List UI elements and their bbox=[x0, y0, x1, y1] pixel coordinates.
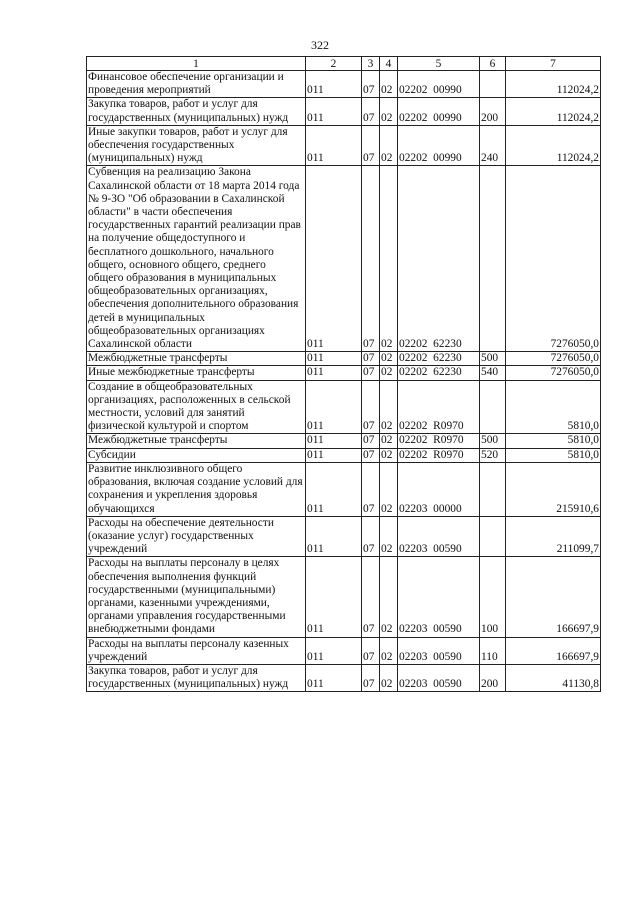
row-expense-type-code: 240 bbox=[480, 125, 506, 166]
row-section-code: 07 bbox=[362, 352, 380, 366]
row-expense-type-code: 540 bbox=[480, 366, 506, 380]
row-subsection-code: 02 bbox=[380, 166, 398, 352]
header-col-7: 7 bbox=[506, 57, 601, 71]
row-target-article-code: 02202 00990 bbox=[398, 71, 480, 98]
row-section-code: 07 bbox=[362, 516, 380, 557]
row-subsection-code: 02 bbox=[380, 462, 398, 516]
row-name-cell: Межбюджетные трансферты bbox=[87, 434, 306, 448]
row-admin-code: 011 bbox=[306, 380, 362, 434]
row-name-cell: Создание в общеобразовательных организациях, расположенных в сельской местности, условий для занятий физической культурой и спортом bbox=[87, 380, 306, 434]
row-admin-code: 011 bbox=[306, 664, 362, 691]
table-row bbox=[87, 98, 601, 125]
row-amount: 5810,0 bbox=[506, 434, 601, 448]
row-amount: 7276050,0 bbox=[506, 366, 601, 380]
table-row bbox=[87, 664, 601, 691]
table-row bbox=[87, 380, 601, 434]
header-row bbox=[87, 57, 601, 71]
row-subsection-code: 02 bbox=[380, 664, 398, 691]
row-expense-type-code: 500 bbox=[480, 352, 506, 366]
row-expense-type-code: 200 bbox=[480, 664, 506, 691]
row-target-article-code: 02202 R0970 bbox=[398, 448, 480, 462]
row-subsection-code: 02 bbox=[380, 637, 398, 664]
row-admin-code: 011 bbox=[306, 166, 362, 352]
row-amount: 5810,0 bbox=[506, 448, 601, 462]
row-target-article-code: 02202 R0970 bbox=[398, 434, 480, 448]
table-row bbox=[87, 71, 601, 98]
page-number: 322 bbox=[311, 38, 329, 52]
row-subsection-code: 02 bbox=[380, 434, 398, 448]
row-expense-type-code: 500 bbox=[480, 434, 506, 448]
table-row bbox=[87, 516, 601, 557]
row-target-article-code: 02202 00990 bbox=[398, 125, 480, 166]
row-amount: 166697,9 bbox=[506, 637, 601, 664]
header-col-5: 5 bbox=[398, 57, 480, 71]
table-row bbox=[87, 637, 601, 664]
row-expense-type-code bbox=[480, 516, 506, 557]
row-section-code: 07 bbox=[362, 637, 380, 664]
budget-table bbox=[86, 56, 601, 692]
row-admin-code: 011 bbox=[306, 516, 362, 557]
row-amount: 211099,7 bbox=[506, 516, 601, 557]
header-col-6: 6 bbox=[480, 57, 506, 71]
row-target-article-code: 02202 00990 bbox=[398, 98, 480, 125]
row-expense-type-code bbox=[480, 166, 506, 352]
row-subsection-code: 02 bbox=[380, 516, 398, 557]
header-col-4: 4 bbox=[380, 57, 398, 71]
row-name-cell: Закупка товаров, работ и услуг для государственных (муниципальных) нужд bbox=[87, 98, 306, 125]
row-subsection-code: 02 bbox=[380, 380, 398, 434]
row-admin-code: 011 bbox=[306, 462, 362, 516]
row-name-cell: Развитие инклюзивного общего образования, включая создание условий для сохранения и укрепления здоровья обучающихся bbox=[87, 462, 306, 516]
header-col-3: 3 bbox=[362, 57, 380, 71]
row-subsection-code: 02 bbox=[380, 448, 398, 462]
row-subsection-code: 02 bbox=[380, 125, 398, 166]
table-row bbox=[87, 462, 601, 516]
row-section-code: 07 bbox=[362, 71, 380, 98]
row-amount: 41130,8 bbox=[506, 664, 601, 691]
table-row bbox=[87, 352, 601, 366]
row-target-article-code: 02203 00000 bbox=[398, 462, 480, 516]
table-body bbox=[87, 71, 601, 692]
table-row bbox=[87, 448, 601, 462]
row-section-code: 07 bbox=[362, 448, 380, 462]
row-expense-type-code: 200 bbox=[480, 98, 506, 125]
row-section-code: 07 bbox=[362, 434, 380, 448]
row-expense-type-code: 110 bbox=[480, 637, 506, 664]
row-subsection-code: 02 bbox=[380, 98, 398, 125]
row-target-article-code: 02203 00590 bbox=[398, 557, 480, 637]
row-admin-code: 011 bbox=[306, 448, 362, 462]
row-target-article-code: 02203 00590 bbox=[398, 664, 480, 691]
row-admin-code: 011 bbox=[306, 71, 362, 98]
row-section-code: 07 bbox=[362, 166, 380, 352]
row-subsection-code: 02 bbox=[380, 352, 398, 366]
row-subsection-code: 02 bbox=[380, 557, 398, 637]
row-expense-type-code bbox=[480, 71, 506, 98]
row-name-cell: Расходы на выплаты персоналу казенных учреждений bbox=[87, 637, 306, 664]
row-name-cell: Субсидии bbox=[87, 448, 306, 462]
row-expense-type-code: 520 bbox=[480, 448, 506, 462]
row-section-code: 07 bbox=[362, 366, 380, 380]
table-row bbox=[87, 557, 601, 637]
row-section-code: 07 bbox=[362, 462, 380, 516]
row-amount: 112024,2 bbox=[506, 71, 601, 98]
header-col-2: 2 bbox=[306, 57, 362, 71]
row-section-code: 07 bbox=[362, 125, 380, 166]
table-row bbox=[87, 366, 601, 380]
row-expense-type-code bbox=[480, 380, 506, 434]
row-section-code: 07 bbox=[362, 380, 380, 434]
row-name-cell: Расходы на обеспечение деятельности (оказание услуг) государственных учреждений bbox=[87, 516, 306, 557]
row-amount: 112024,2 bbox=[506, 125, 601, 166]
table-row bbox=[87, 434, 601, 448]
row-admin-code: 011 bbox=[306, 637, 362, 664]
row-admin-code: 011 bbox=[306, 557, 362, 637]
row-expense-type-code bbox=[480, 462, 506, 516]
row-name-cell: Иные закупки товаров, работ и услуг для обеспечения государственных (муниципальных) нужд bbox=[87, 125, 306, 166]
row-admin-code: 011 bbox=[306, 98, 362, 125]
header-col-1: 1 bbox=[87, 57, 306, 71]
row-amount: 7276050,0 bbox=[506, 166, 601, 352]
row-amount: 215910,6 bbox=[506, 462, 601, 516]
row-name-cell: Субвенция на реализацию Закона Сахалинской области от 18 марта 2014 года № 9-ЗО "Об образовании в Сахалинской области" в части обеспечения государственных гарантий реализации прав на получение общедоступного и бесплатного дошкольного, начального общего, основного общего, среднего общего образования в муниципальных общеобразовательных организациях, обеспечения дополнительного образования детей в муниципальных общеобразовательных организациях Сахалинской области bbox=[87, 166, 306, 352]
row-subsection-code: 02 bbox=[380, 71, 398, 98]
row-section-code: 07 bbox=[362, 98, 380, 125]
row-target-article-code: 02202 R0970 bbox=[398, 380, 480, 434]
row-section-code: 07 bbox=[362, 664, 380, 691]
row-section-code: 07 bbox=[362, 557, 380, 637]
row-amount: 5810,0 bbox=[506, 380, 601, 434]
row-target-article-code: 02203 00590 bbox=[398, 516, 480, 557]
table-row bbox=[87, 166, 601, 352]
row-admin-code: 011 bbox=[306, 125, 362, 166]
row-name-cell: Иные межбюджетные трансферты bbox=[87, 366, 306, 380]
row-expense-type-code: 100 bbox=[480, 557, 506, 637]
row-target-article-code: 02202 62230 bbox=[398, 352, 480, 366]
row-name-cell: Расходы на выплаты персоналу в целях обеспечения выполнения функций государственными (муниципальными) органами, казенными учреждениями, органами управления государственными внебюджетными фондами bbox=[87, 557, 306, 637]
row-name-cell: Финансовое обеспечение организации и проведения мероприятий bbox=[87, 71, 306, 98]
row-admin-code: 011 bbox=[306, 352, 362, 366]
row-target-article-code: 02202 62230 bbox=[398, 166, 480, 352]
row-name-cell: Межбюджетные трансферты bbox=[87, 352, 306, 366]
row-amount: 112024,2 bbox=[506, 98, 601, 125]
row-admin-code: 011 bbox=[306, 366, 362, 380]
row-subsection-code: 02 bbox=[380, 366, 398, 380]
row-amount: 166697,9 bbox=[506, 557, 601, 637]
row-amount: 7276050,0 bbox=[506, 352, 601, 366]
row-target-article-code: 02203 00590 bbox=[398, 637, 480, 664]
table-row bbox=[87, 125, 601, 166]
row-admin-code: 011 bbox=[306, 434, 362, 448]
row-target-article-code: 02202 62230 bbox=[398, 366, 480, 380]
row-name-cell: Закупка товаров, работ и услуг для государственных (муниципальных) нужд bbox=[87, 664, 306, 691]
